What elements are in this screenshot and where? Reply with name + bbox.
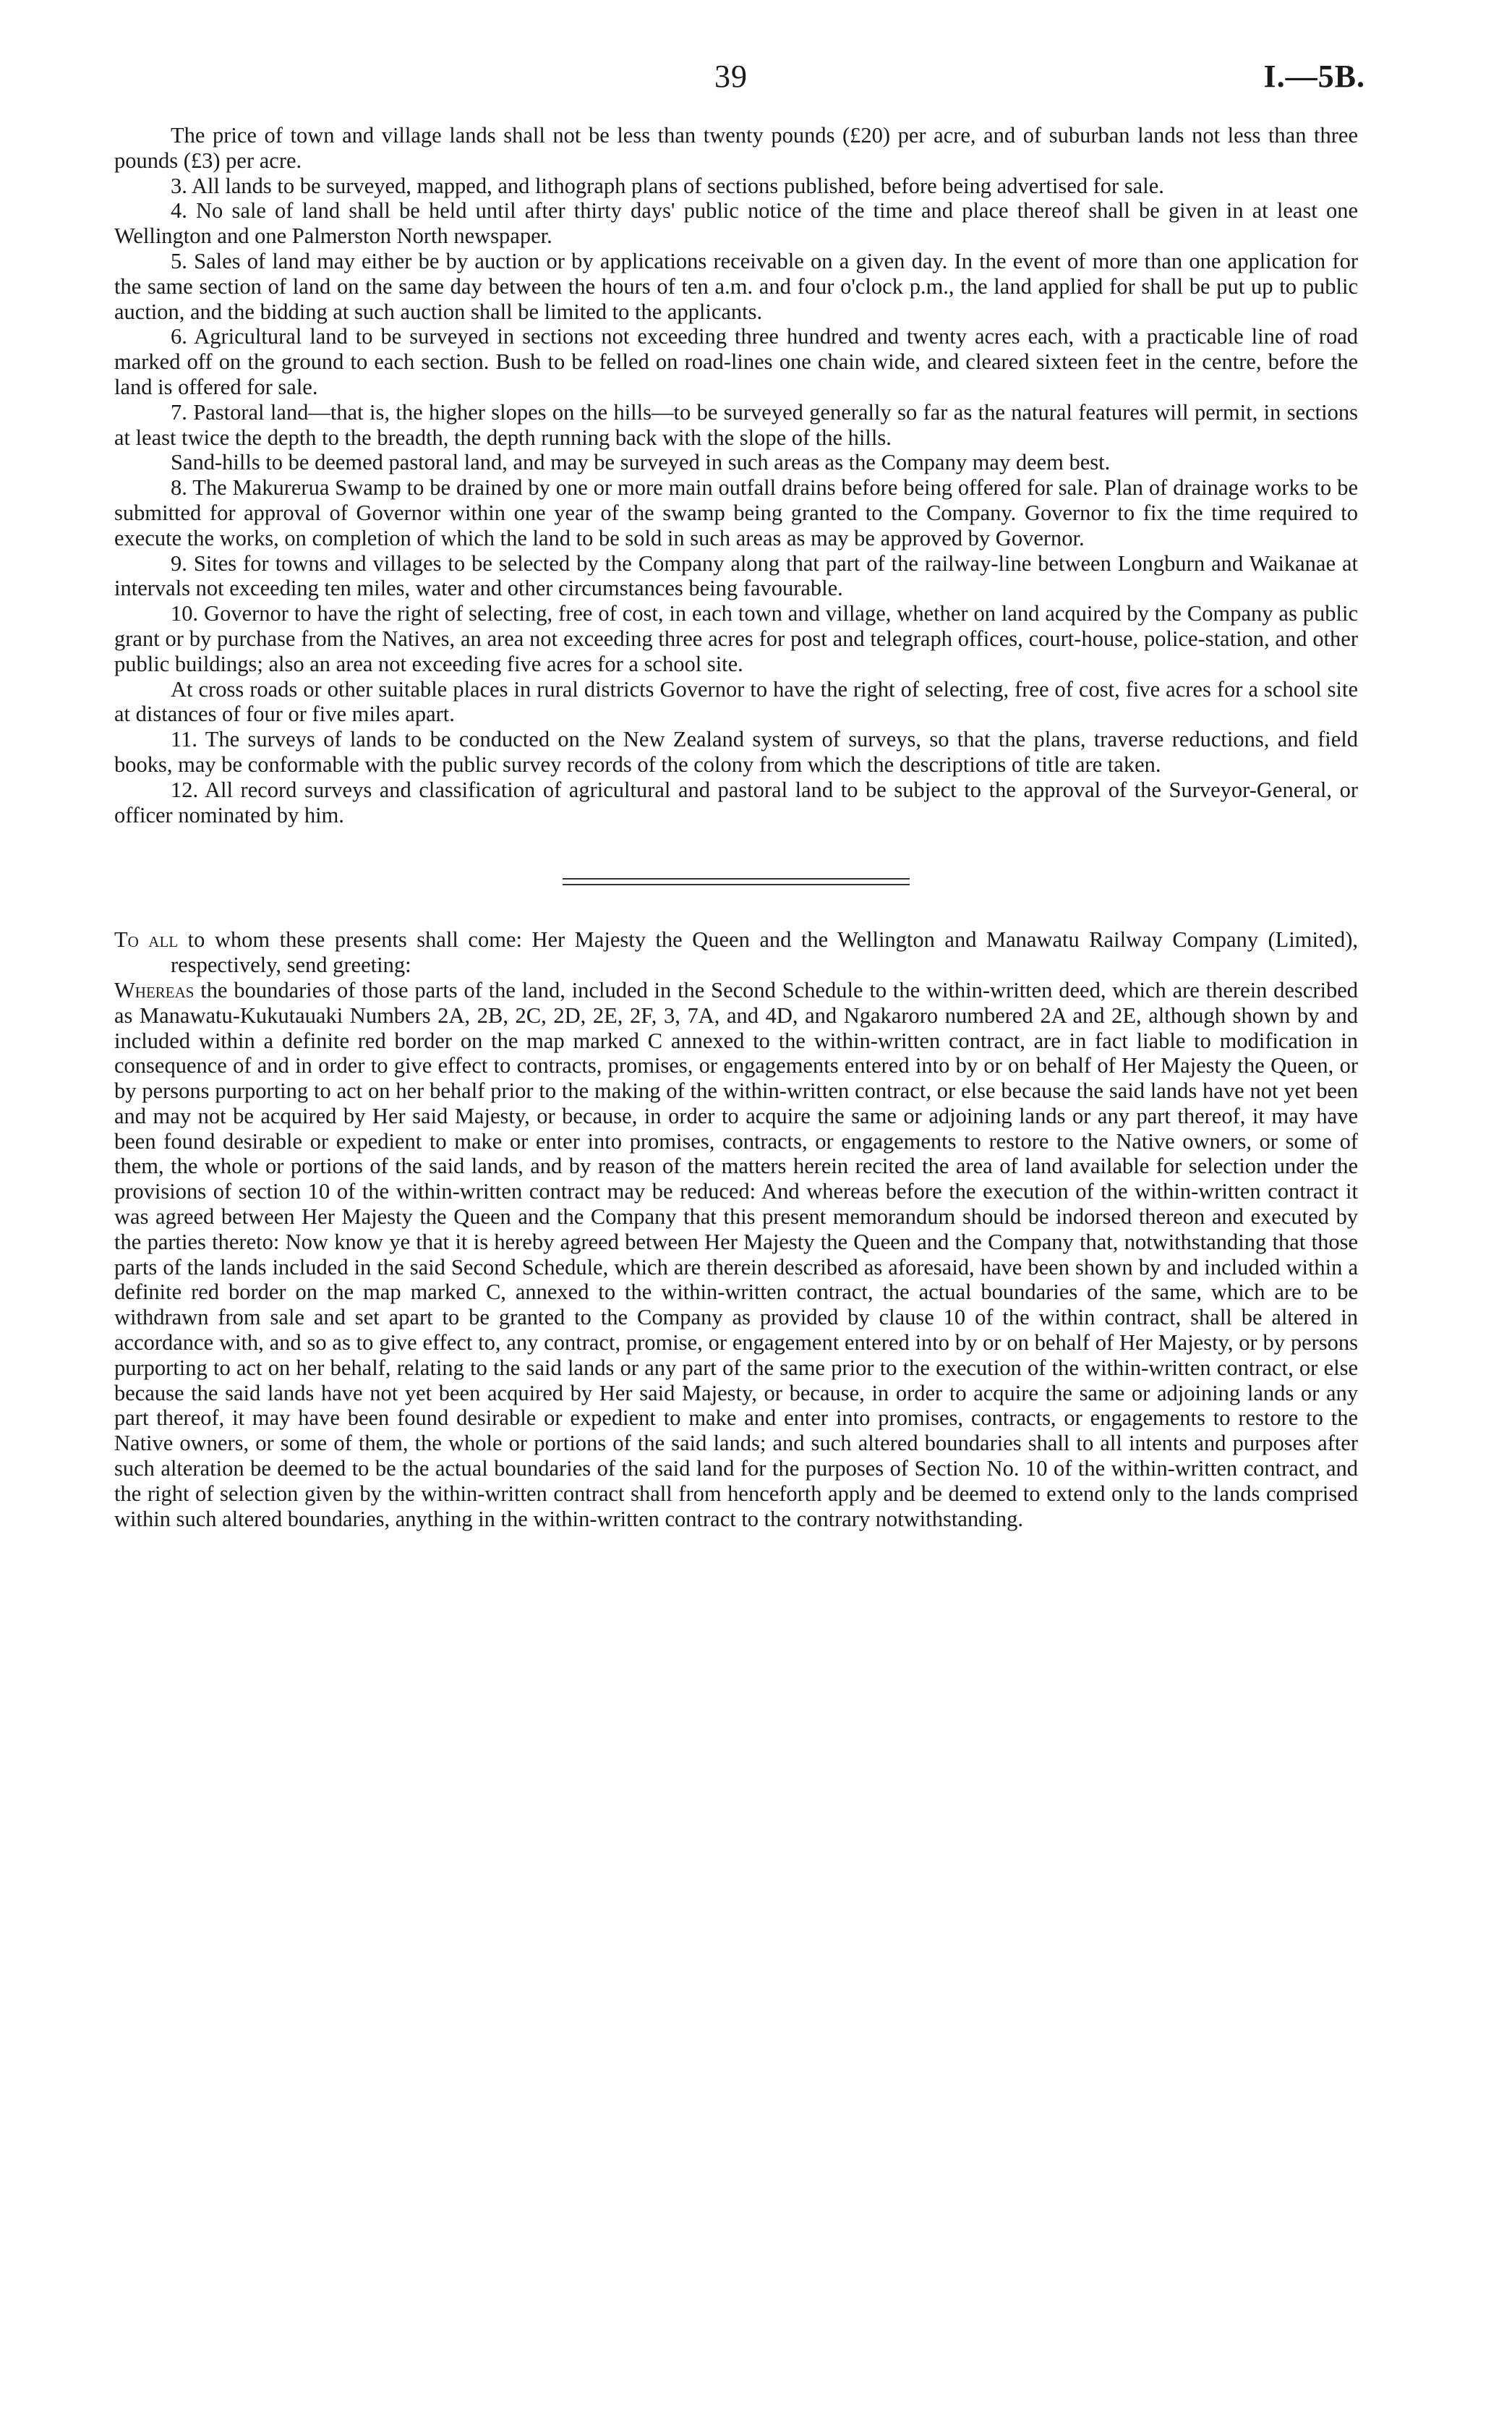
condition-paragraph: 8. The Makurerua Swamp to be drained by one or more main outfall drains before being offered for sale. Plan of drainage works to be submitted for approval of Governor within one year of the swamp being granted to the Company. Governor to fix the time required to execute the works, on completion of which the land to be sold in such areas as may be approved by Governor. [114,475,1358,550]
page-number: 39 [714,59,748,94]
memorandum-opening [114,927,1358,978]
opening-lead: To all [114,927,179,953]
condition-paragraph: 11. The surveys of lands to be conducted on the New Zealand system of surveys, so that the plans, traverse reductions, and field books, may be conformable with the public survey records of the colony from which the descriptions of title are taken. [114,727,1358,777]
condition-paragraph: 7. Pastoral land—that is, the higher slopes on the hills—to be surveyed generally so far as the natural features will permit, in sections at least twice the depth to the breadth, the depth running back with the slope of the hills. [114,399,1358,450]
condition-paragraph: 4. No sale of land shall be held until after thirty days' public notice of the time and place thereof shall be given in at least one Wellington and one Palmerston North newspaper. [114,198,1358,249]
condition-paragraph: 10. Governor to have the right of selecting, free of cost, in each town and village, whether on land acquired by the Company as public grant or by purchase from the Natives, an area not exceeding three acres for post and telegraph offices, court-house, police-station, and other public buildings; also an area not exceeding five acres for a school site. [114,601,1358,676]
document-reference: I.—5B. [1263,59,1365,94]
condition-paragraph: 3. All lands to be surveyed, mapped, and lithograph plans of sections published, before being advertised for sale. [171,173,1164,198]
memorandum-body [114,978,1358,1532]
body-lead: Whereas [114,977,195,1002]
condition-paragraph: The price of town and village lands shall not be less than twenty pounds (£20) per acre, and of suburban lands not less than three pounds (£3) per acre. [114,123,1358,173]
section-divider [563,878,910,885]
condition-paragraph: 12. All record surveys and classification of agricultural and pastoral land to be subject to the approval of the Surveyor-General, or officer nominated by him. [114,777,1358,827]
body-text: the boundaries of those parts of the land, included in the Second Schedule to the within-written deed, which are therein described as Manawatu-Kukutauaki Numbers 2A, 2B, 2C, 2D, 2E, 2F, 3, 7A, and 4D, and Ngakaroro numbered 2A and 2E, although shown by and included within a definite red border on the map marked C annexed to the within-written contract, are in fact liable to modification in consequence of and in order to give effect to contracts, promises, or engagements entered into by or on behalf of Her Majesty the Queen, or by persons purporting to act on her behalf prior to the making of the within-written contract, or else because the said lands have not yet been and may not be acquired by Her said Majesty, or because, in order to acquire the same or adjoining lands or any part thereof, it may have been found desirable or expedient to make or enter into promises, contracts, or engagements to restore to the Native owners, or some of them, the whole or portions of the said lands, and by reason of the matters herein recited the area of land available for selection under the provisions of section 10 of the within-written contract may be reduced: And whereas before the execution of the within-written contract it was agreed between Her Majesty the Queen and the Company that this present memorandum should be indorsed thereon and executed by the parties thereto: Now know ye that it is hereby agreed between Her Majesty the Queen and the Company that, notwithstanding that those parts of the lands included in the said Second Schedule, which are therein described as aforesaid, have been shown by and included within a definite red border on the map marked C, annexed to the within-written contract, the actual boundaries of the same, which are to be withdrawn from sale and set apart to be granted to the Company as provided by clause 10 of the within contract, shall be altered in accordance with, and so as to give effect to, any contract, promise, or engagement entered into by or on behalf of Her Majesty, or by persons purporting to act on her behalf, relating to the said lands or any part of the same prior to the execution of the within-written contract, or else because the said lands have not yet been acquired by Her said Majesty, or because, in order to acquire the same or adjoining lands or any part thereof, it may have been found desirable or expedient to make and enter into promises, contracts, or engagements to restore to the Native owners, or some of them, the whole or portions of the said lands; and such altered boundaries shall to all intents and purposes after such alteration be deemed to be the actual boundaries of the said land for the purposes of Section No. 10 of the within-written contract, and the right of selection given by the within-written contract shall from henceforth apply and be deemed to extend only to the lands comprised within such altered boundaries, anything in the within-written contract to the contrary notwithstanding. [114,977,1358,1531]
conditions-section [114,123,1358,827]
condition-paragraph: 6. Agricultural land to be surveyed in sections not exceeding three hundred and twenty acres each, with a practicable line of road marked off on the ground to each section. Bush to be felled on road-lines one chain wide, and cleared sixteen feet in the centre, before the land is offered for sale. [114,324,1358,399]
condition-paragraph: At cross roads or other suitable places in rural districts Governor to have the right of selecting, free of cost, five acres for a school site at distances of four or five miles apart. [114,676,1358,727]
memorandum-section [114,927,1358,1531]
condition-paragraph: Sand-hills to be deemed pastoral land, and may be surveyed in such areas as the Company may deem best. [171,450,1111,475]
document-page [114,58,1365,1531]
page-header [114,58,1365,123]
condition-paragraph: 5. Sales of land may either be by auction or by applications receivable on a given day. In the event of more than one application for the same section of land on the same day between the hours of ten a.m. and four o'clock p.m., the land applied for shall be put up to public auction, and the bidding at such auction shall be limited to the applicants. [114,248,1358,324]
opening-text: to whom these presents shall come: Her Majesty the Queen and the Wellington and Manawatu Railway Company (Limited), respectively, send greeting: [171,927,1358,978]
condition-paragraph: 9. Sites for towns and villages to be selected by the Company along that part of the railway-line between Longburn and Waikanae at intervals not exceeding ten miles, water and other circumstances being favourable. [114,550,1358,601]
